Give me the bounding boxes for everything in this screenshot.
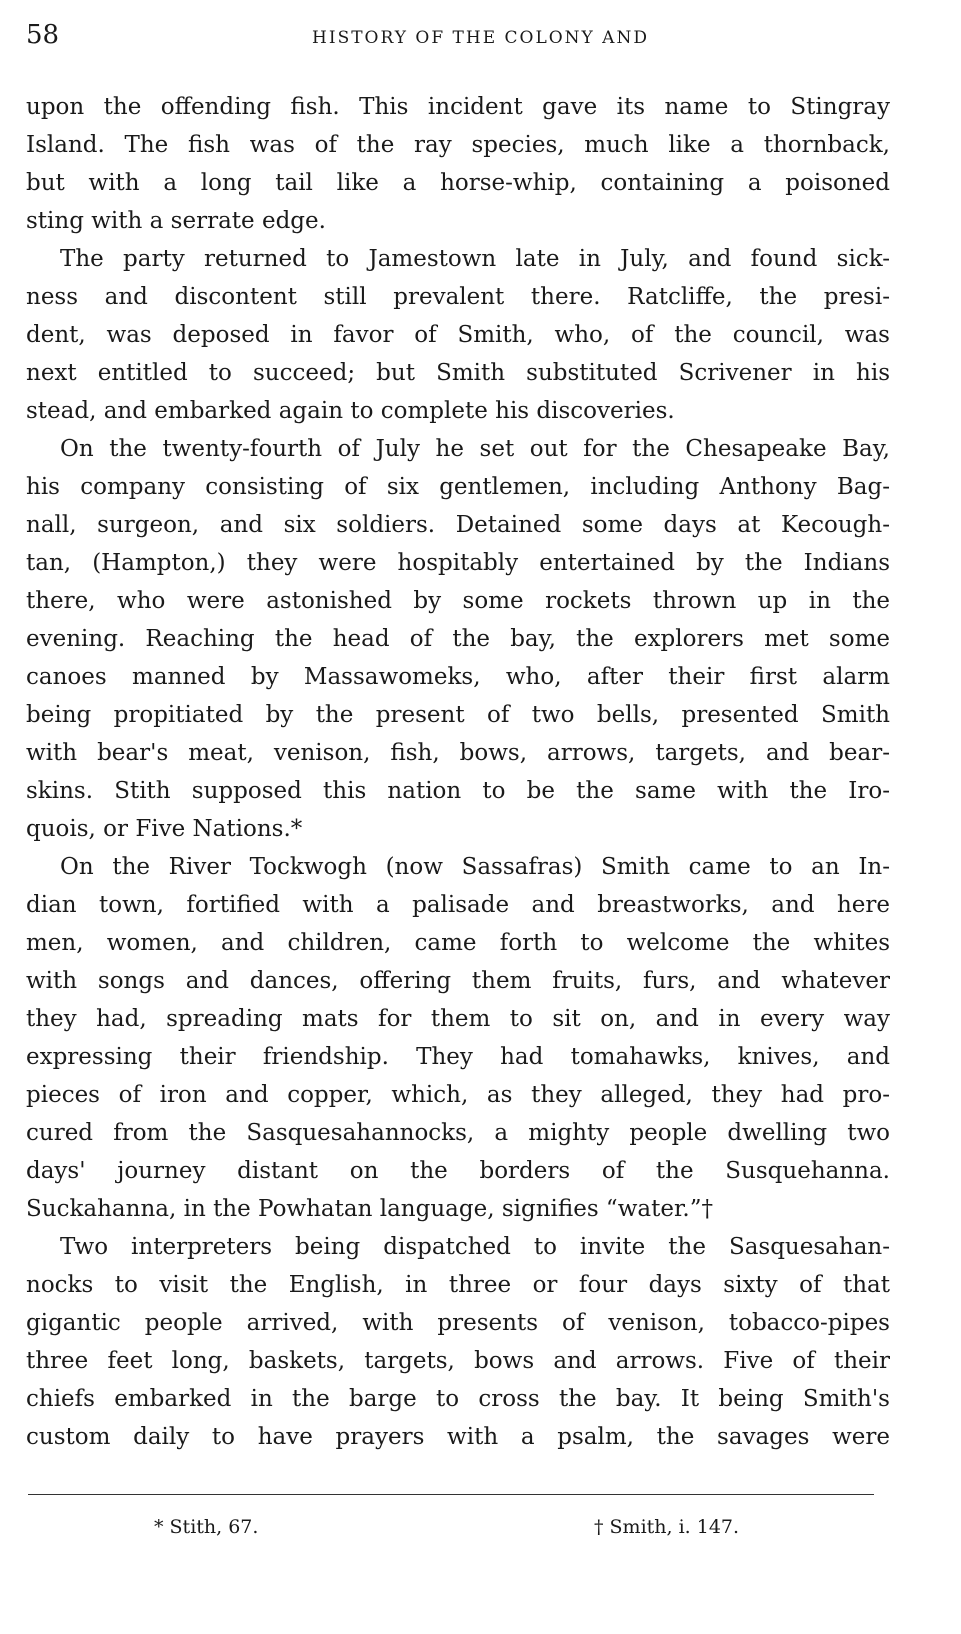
text-line: his company consisting of six gentlemen, including Anthony Bag- [26,474,890,500]
text-line: dian town, fortified with a palisade and breastworks, and here [26,892,890,918]
text-line: dent, was deposed in favor of Smith, who, of the council, was [26,322,890,348]
text-line: Island. The fish was of the ray species, much like a thornback, [26,132,890,158]
text-line: On the River Tockwogh (now Sassafras) Smith came to an In- [60,854,890,880]
text-line: being propitiated by the present of two bells, presented Smith [26,702,890,728]
text-line: sting with a serrate edge. [26,208,326,234]
text-line: days' journey distant on the borders of the Susquehanna. [26,1158,890,1184]
text-line: skins. Stith supposed this nation to be the same with the Iro- [26,778,890,804]
text-line: nocks to visit the English, in three or four days sixty of that [26,1272,890,1298]
running-head: HISTORY OF THE COLONY AND [312,28,649,48]
footnote-stith: * Stith, 67. [154,1516,259,1538]
text-line: chiefs embarked in the barge to cross the bay. It being Smith's [26,1386,890,1412]
text-line: custom daily to have prayers with a psalm, the savages were [26,1424,890,1450]
footnote-smith: † Smith, i. 147. [594,1516,740,1538]
text-line: quois, or Five Nations.* [26,816,303,842]
text-line: nall, surgeon, and six soldiers. Detained some days at Kecough- [26,512,890,538]
text-line: evening. Reaching the head of the bay, the explorers met some [26,626,890,652]
text-line: Suckahanna, in the Powhatan language, signifies “water.”† [26,1196,713,1222]
text-line: Two interpreters being dispatched to invite the Sasquesahan- [60,1234,890,1260]
text-line: but with a long tail like a horse-whip, containing a poisoned [26,170,890,196]
body-text [26,88,890,1456]
text-line: with bear's meat, venison, fish, bows, arrows, targets, and bear- [26,740,890,766]
text-line: next entitled to succeed; but Smith substituted Scrivener in his [26,360,890,386]
page-number: 58 [26,20,60,50]
text-line: stead, and embarked again to complete his discoveries. [26,398,675,424]
text-line: pieces of iron and copper, which, as they alleged, they had pro- [26,1082,890,1108]
text-line: On the twenty-fourth of July he set out for the Chesapeake Bay, [60,436,890,462]
text-line: The party returned to Jamestown late in July, and found sick- [60,246,890,272]
text-line: three feet long, baskets, targets, bows and arrows. Five of their [26,1348,890,1374]
text-line: they had, spreading mats for them to sit on, and in every way [26,1006,890,1032]
text-line: cured from the Sasquesahannocks, a mighty people dwelling two [26,1120,890,1146]
text-line: tan, (Hampton,) they were hospitably entertained by the Indians [26,550,890,576]
text-line: upon the offending fish. This incident gave its name to Stingray [26,94,890,120]
text-line: canoes manned by Massawomeks, who, after their first alarm [26,664,890,690]
text-line: ness and discontent still prevalent there. Ratcliffe, the presi- [26,284,890,310]
text-line: there, who were astonished by some rockets thrown up in the [26,588,890,614]
text-line: gigantic people arrived, with presents of venison, tobacco-pipes [26,1310,890,1336]
text-line: with songs and dances, offering them fruits, furs, and whatever [26,968,890,994]
text-line: men, women, and children, came forth to welcome the whites [26,930,890,956]
footnote-divider [28,1494,874,1495]
text-line: expressing their friendship. They had tomahawks, knives, and [26,1044,890,1070]
